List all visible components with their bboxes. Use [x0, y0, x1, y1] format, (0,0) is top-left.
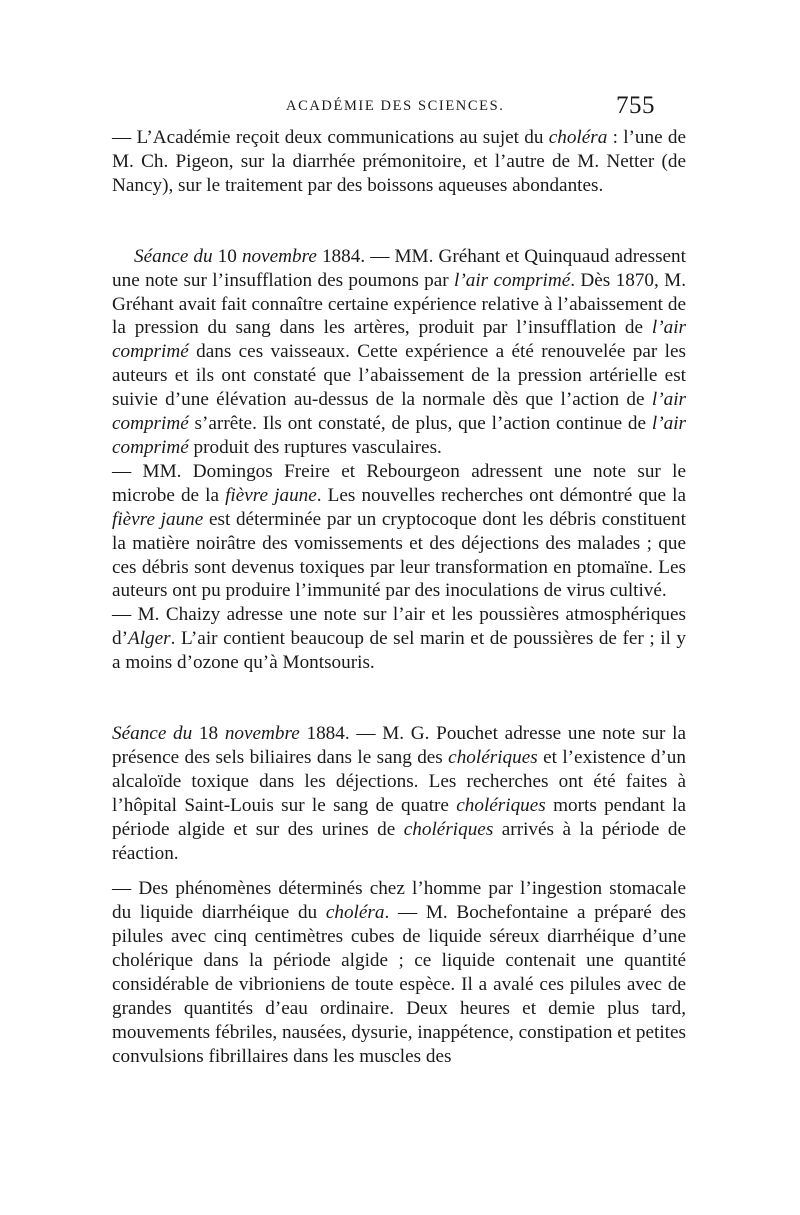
page-number: 755: [616, 92, 655, 119]
paragraph-cholera-communications: [112, 126, 686, 198]
text-run: . — M. Bochefontaine a préparé des pilules avec cinq centimètres cubes de liquide séreux diarrhéique d’une cholérique dans la période algide ; ce liquide contenait une quantité considérable de vibrioniens de toute espèce. Il a avalé ces pilules avec de grandes quantités d’eau ordinaire. Deux heures et demie plus tard, mouvements fébriles, nausées, dysurie, inappétence, constipation et petites convulsions fibrillaires dans les muscles des: [112, 902, 687, 1067]
italic-text: cholériques: [448, 746, 538, 768]
text-run: dans ces vaisseaux. Cette expérience a été renouvelée par les auteurs et ils ont constaté que l’abaissement de la pression artérielle est suivie d’une élévation au-dessus de la normale dès que l’action de: [112, 341, 686, 411]
text-run: : l’une de M. Ch. Pigeon, sur la diarrhée prémonitoire, et l’autre de M. Netter (de Nancy), sur le traitement par des boissons aqueuses abondantes.: [112, 127, 686, 196]
text-run: — MM. Domingos Freire et Rebourgeon adressent une note sur le microbe de la: [112, 460, 686, 506]
text-run: . L’air contient beaucoup de sel marin et de poussières de fer ; il y a moins d’ozone qu’à Montsouris.: [112, 628, 686, 674]
running-head: ACADÉMIE DES SCIENCES.: [286, 98, 505, 114]
section-gap: [112, 198, 686, 245]
italic-text: l’air comprimé: [112, 413, 686, 458]
paragraph-ingestion-cholera: [112, 877, 686, 1068]
text-run: 10: [212, 245, 242, 267]
paragraph-seance-10-novembre: [112, 245, 686, 460]
italic-text: Alger: [127, 628, 171, 650]
text-run: 1884. — MM. Gréhant et Quinquaud adressent une note sur l’insufflation des poumons par: [112, 245, 686, 291]
section-gap: [112, 675, 686, 722]
text-run: produit des ruptures vasculaires.: [188, 436, 442, 458]
text-run: — Des phénomènes déterminés chez l’homme par l’ingestion stomacale du liquide diarrhéique du: [112, 878, 686, 924]
text-run: est déterminée par un cryptocoque dont les débris constituent la matière noirâtre des vomissements et des déjections des malades ; que ces débris sont devenus toxiques par leur transformation en ptomaïne. Les auteurs ont pu produire l’immunité par des inoculations de virus cultivé.: [112, 508, 686, 602]
text-run: 18: [192, 723, 225, 745]
italic-text: l’air comprimé: [112, 389, 686, 435]
italic-text: fièvre jaune: [112, 508, 204, 530]
italic-text: Séance du: [112, 723, 193, 745]
italic-text: cholériques: [403, 818, 494, 840]
text-run: — M. Chaizy adresse une note sur l’air et les poussières atmosphériques d’: [112, 604, 686, 650]
italic-text: fièvre jaune: [225, 484, 317, 506]
paragraph-seance-18-novembre: [112, 722, 686, 865]
text-run: . Dès 1870, M. Gréhant avait fait connaître certaine expérience relative à l’abaissement de la pression du sang dans les artères, produit par l’insufflation de: [112, 269, 687, 339]
text-run: 1884. — M. G. Pouchet adresse une note sur la présence des sels biliaires dans le sang des: [112, 723, 686, 768]
paragraph-air-alger: [112, 603, 686, 675]
paragraph-fievre-jaune: [112, 460, 686, 603]
italic-text: Séance du: [134, 245, 213, 267]
italic-text: cholériques: [456, 794, 546, 816]
italic-text: l’air comprimé: [112, 317, 686, 363]
italic-text: novembre: [224, 723, 300, 745]
text-run: — L’Académie reçoit deux communications au sujet du: [112, 127, 549, 148]
italic-text: novembre: [241, 245, 317, 267]
text-run: . Les nouvelles recherches ont démontré que la: [316, 484, 686, 506]
italic-text: choléra: [548, 127, 608, 148]
italic-text: l’air comprimé: [454, 269, 571, 291]
page-body: [112, 126, 686, 1069]
text-run: morts pendant la période algide et sur des urines de: [112, 794, 686, 840]
paragraph-gap: [112, 865, 686, 877]
text-run: et l’existence d’un alcaloïde toxique dans les déjections. Les recherches ont été faites à l’hôpital Saint-Louis sur le sang de quatre: [112, 746, 686, 816]
text-run: s’arrête. Ils ont constaté, de plus, que l’action continue de: [188, 413, 652, 435]
italic-text: choléra: [325, 902, 385, 924]
text-run: arrivés à la période de réaction.: [112, 818, 686, 864]
